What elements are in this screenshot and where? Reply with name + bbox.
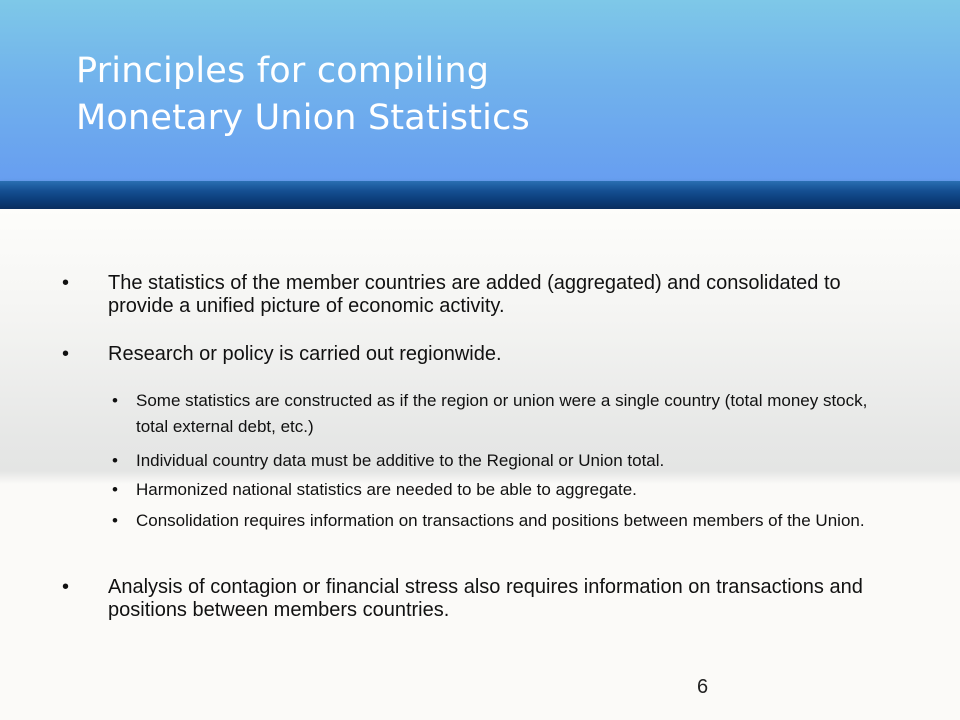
sub-bullet-text: Consolidation requires information on transactions and positions between members of the Union. xyxy=(136,511,865,530)
title-line-1: Principles for compiling xyxy=(76,51,490,91)
header-band xyxy=(0,181,960,209)
page-number: 6 xyxy=(697,676,709,698)
bullet-icon: • xyxy=(62,576,70,598)
slide-title xyxy=(76,48,530,142)
sub-bullet-text: Individual country data must be additive to the Regional or Union total. xyxy=(136,451,665,470)
sub-bullet-icon: • xyxy=(112,391,118,410)
bullet-text: Research or policy is carried out regionwide. xyxy=(108,343,502,365)
sub-bullet-text: Some statistics are constructed as if the region or union were a single country (total money stock, total external debt, etc.) xyxy=(136,391,868,436)
sub-bullet-icon: • xyxy=(112,451,118,470)
title-line-2: Monetary Union Statistics xyxy=(76,98,530,138)
sub-bullet-text: Harmonized national statistics are needed to be able to aggregate. xyxy=(136,480,637,499)
bullet-text: Analysis of contagion or financial stress also requires information on transactions and positions between members countries. xyxy=(108,576,863,621)
sub-bullet-icon: • xyxy=(112,480,118,499)
bullet-icon: • xyxy=(62,272,70,294)
bullet-text: The statistics of the member countries are added (aggregated) and consolidated to provide a unified picture of economic activity. xyxy=(108,272,841,317)
slide-header xyxy=(0,0,960,181)
bullet-icon: • xyxy=(62,343,70,365)
sub-bullet-icon: • xyxy=(112,511,118,530)
